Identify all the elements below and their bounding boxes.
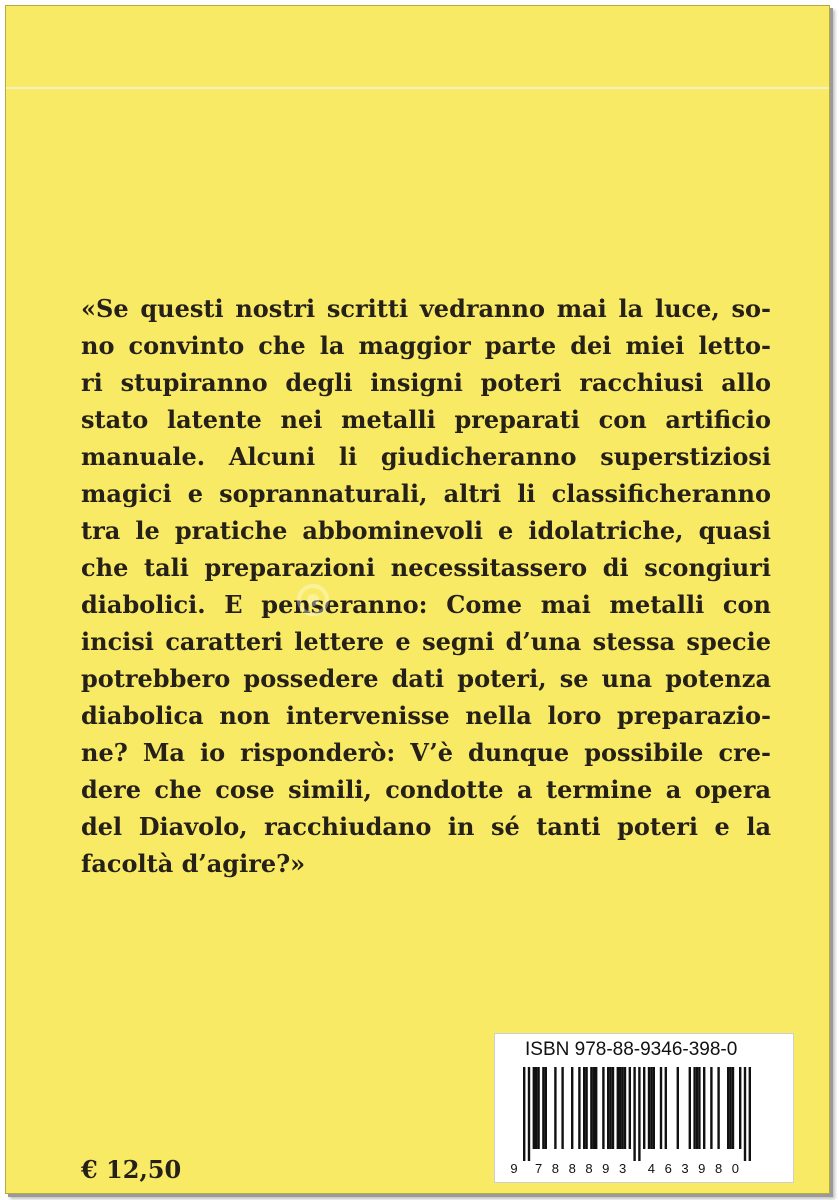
quote-line: del Diavolo, racchiudano in sé tanti poteri e la — [81, 812, 771, 841]
barcode-bar — [665, 1067, 667, 1149]
barcode-bar — [533, 1067, 535, 1149]
cover-quote — [81, 290, 771, 882]
barcode-digit: 3 — [681, 1161, 689, 1176]
book-back-cover — [5, 5, 830, 1194]
barcode-bar — [703, 1067, 705, 1149]
barcode-digit: 8 — [714, 1161, 723, 1176]
barcode-bar — [677, 1067, 679, 1149]
quote-line: manuale. Alcuni li giudicheranno superstiziosi — [81, 442, 771, 471]
barcode-digit: 9 — [602, 1161, 610, 1176]
barcode-bar — [643, 1067, 645, 1149]
barcode-bar — [602, 1067, 604, 1149]
barcode-bar — [535, 1067, 537, 1149]
barcode-bar — [583, 1067, 585, 1149]
quote-line: ri stupiranno degli insigni poteri racchiusi allo — [81, 368, 771, 397]
barcode-icon — [507, 1067, 783, 1179]
barcode-bar — [585, 1067, 587, 1149]
barcode-bar — [729, 1067, 731, 1149]
barcode-digit: 6 — [664, 1161, 672, 1176]
barcode-bar — [593, 1067, 595, 1149]
barcode-bar — [545, 1067, 547, 1149]
barcode-bar — [648, 1067, 650, 1149]
isbn-label: ISBN 978-88-9346-398-0 — [525, 1039, 738, 1060]
barcode-digit: 9 — [510, 1161, 518, 1176]
quote-line: ne? Ma io risponderò: V’è dunque possibile cre- — [81, 738, 771, 767]
barcode-bar — [629, 1067, 631, 1149]
barcode-bar — [696, 1067, 698, 1149]
quote-line: no convinto che la maggior parte dei miei letto- — [81, 331, 771, 360]
barcode-guard-bar — [749, 1067, 751, 1161]
barcode-bar — [689, 1067, 691, 1149]
barcode-digit: 7 — [534, 1161, 543, 1176]
quote-line: facoltà d’agire?» — [81, 849, 306, 878]
barcode-bar — [542, 1067, 544, 1149]
barcode-digit: 8 — [568, 1161, 576, 1176]
barcode-bar — [621, 1067, 623, 1149]
barcode-bar — [607, 1067, 609, 1149]
quote-line: tra le pratiche abbominevoli e idolatriche, quasi — [81, 516, 771, 545]
barcode-bar — [717, 1067, 719, 1149]
quote-line: potrebbero possedere dati poteri, se una potenza — [81, 664, 771, 693]
barcode-bar — [698, 1067, 700, 1149]
quote-line: magici e soprannaturali, altri li classificheranno — [81, 479, 771, 508]
quote-line: diabolici. E penseranno: Come mai metalli con — [81, 590, 771, 619]
barcode-bar — [537, 1067, 539, 1149]
barcode-bar — [660, 1067, 662, 1149]
barcode-bar — [609, 1067, 611, 1149]
barcode-digit: 8 — [585, 1161, 593, 1176]
barcode-digit: 9 — [698, 1161, 706, 1176]
barcode-bar — [693, 1067, 695, 1149]
quote-line: dere che cose simili, condotte a termine a opera — [81, 775, 771, 804]
barcode-bar — [739, 1067, 741, 1149]
quote-line: incisi caratteri lettere e segni d’una stessa specie — [81, 627, 771, 656]
barcode-guard-bar — [744, 1067, 746, 1161]
quote-line: che tali preparazioni necessitassero di scongiuri — [81, 553, 771, 582]
barcode-digit: 3 — [618, 1161, 627, 1176]
barcode-bar — [578, 1067, 580, 1149]
barcode-bar — [590, 1067, 592, 1149]
price-label: € 12,50 — [81, 1155, 182, 1184]
barcode-bar — [595, 1067, 597, 1149]
barcode-bar — [710, 1067, 712, 1149]
barcode-bar — [624, 1067, 626, 1149]
barcode-bar — [653, 1067, 655, 1149]
watermark — [296, 583, 330, 617]
barcode-guard-bar — [523, 1067, 525, 1161]
barcode-bar — [732, 1067, 734, 1149]
macrolibrarsi-logo-icon — [296, 583, 330, 617]
barcode-bar — [612, 1067, 614, 1149]
barcode-bar — [650, 1067, 652, 1149]
barcode-bar — [554, 1067, 556, 1149]
barcode-bar — [571, 1067, 573, 1149]
quote-line: stato latente nei metalli preparati con artificio — [81, 405, 771, 434]
top-rule-divider — [6, 87, 829, 89]
quote-line: diabolica non intervenisse nella loro preparazio- — [81, 701, 771, 730]
barcode-box — [494, 1033, 794, 1183]
barcode-bar — [619, 1067, 621, 1149]
quote-line: «Se questi nostri scritti vedranno mai la luce, so- — [81, 294, 771, 323]
barcode-bar — [561, 1067, 563, 1149]
barcode-bar — [617, 1067, 619, 1149]
barcode-bar — [727, 1067, 729, 1149]
barcode-digit: 4 — [647, 1161, 656, 1176]
barcode-guard-bar — [528, 1067, 530, 1161]
barcode-guard-bar — [633, 1067, 635, 1161]
barcode-guard-bar — [638, 1067, 640, 1161]
barcode-digit: 8 — [551, 1161, 560, 1176]
barcode-digit: 0 — [731, 1161, 740, 1176]
